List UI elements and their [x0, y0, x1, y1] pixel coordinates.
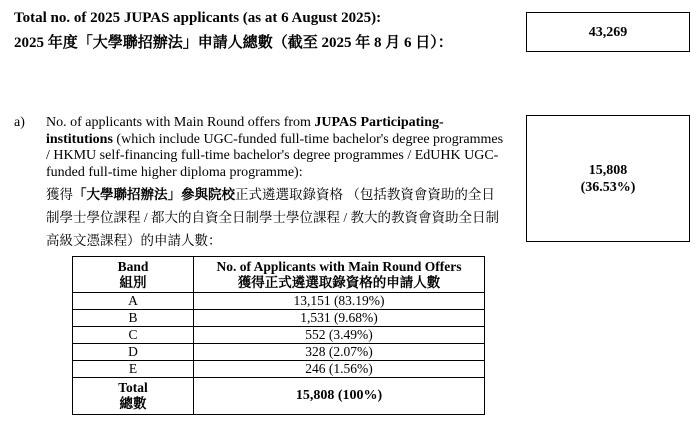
item-a-en-rest: (which include UGC-funded full-time bachelor's degree programmes / HKMU self-financing full-time bachelor's degree programmes / EdUHK UGC-funded full-time higher diploma programme): — [46, 131, 504, 180]
band-column-header — [73, 257, 194, 293]
item-a-zh-prefix: 獲得 — [46, 187, 73, 202]
table-row — [73, 310, 485, 327]
offer-applicants-box — [526, 115, 690, 242]
table-header-row — [73, 257, 485, 293]
table-total-row — [73, 378, 485, 415]
table-row — [73, 293, 485, 310]
offers-cell: 1,531 (9.68%) — [194, 310, 485, 327]
offers-header-en: No. of Applicants with Main Round Offers — [216, 258, 462, 274]
total-applicants-heading-zh: 2025 年度「大學聯招辦法」申請人總數（截至 2025 年 8 月 6 日）： — [14, 35, 453, 51]
total-label-cell — [73, 378, 194, 415]
table-row — [73, 361, 485, 378]
band-offers-table — [72, 256, 485, 415]
table-row — [73, 327, 485, 344]
item-a-label: a) — [14, 115, 25, 130]
offer-applicants-percent: (36.53%) — [580, 179, 636, 195]
band-cell: E — [73, 361, 194, 378]
offers-cell: 552 (3.49%) — [194, 327, 485, 344]
total-applicants-heading-en: Total no. of 2025 JUPAS applicants (as at 6 August 2025): — [14, 10, 382, 26]
band-header-zh: 組別 — [119, 274, 147, 290]
offers-cell: 328 (2.07%) — [194, 344, 485, 361]
item-a-en-prefix: No. of applicants with Main Round offers from — [46, 115, 315, 130]
band-header-en: Band — [117, 258, 149, 274]
item-a-zh-bold: 「大學聯招辦法」參與院校 — [73, 187, 235, 202]
offers-cell: 13,151 (83.19%) — [194, 293, 485, 310]
item-a-description-en — [46, 115, 506, 181]
item-a-description-zh — [46, 183, 506, 252]
table-row — [73, 344, 485, 361]
band-cell: D — [73, 344, 194, 361]
total-label-zh: 總數 — [119, 396, 147, 411]
band-cell: B — [73, 310, 194, 327]
band-cell: C — [73, 327, 194, 344]
total-applicants-box — [526, 12, 690, 52]
total-applicants-value: 43,269 — [588, 24, 628, 40]
total-label-en: Total — [118, 380, 148, 395]
offers-column-header — [194, 257, 485, 293]
item-a-description — [46, 115, 506, 252]
offer-applicants-value: 15,808 — [588, 162, 628, 178]
item-a-en-bold: JUPAS Participating-institutions — [46, 115, 444, 147]
offers-cell: 246 (1.56%) — [194, 361, 485, 378]
item-a-zh-rest: 正式遴選取錄資格 （包括教資會資助的全日制學士學位課程 / 都大的自資全日制學士學位課程 / 教大的教資會資助全日制高級文憑課程）的申請人數： — [46, 187, 500, 248]
offers-header-zh: 獲得正式遴選取錄資格的申請人數 — [237, 274, 441, 290]
total-value-cell: 15,808 (100%) — [194, 378, 485, 415]
band-cell: A — [73, 293, 194, 310]
